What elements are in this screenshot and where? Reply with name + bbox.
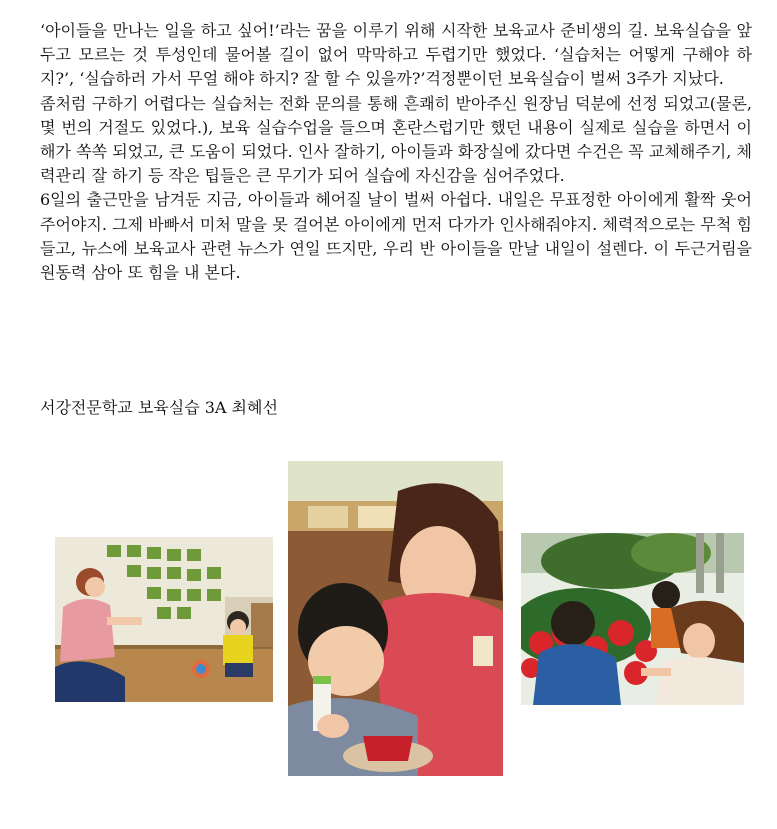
paragraph-2: 좀처럼 구하기 어렵다는 실습처는 전화 문의를 통해 흔쾌히 받아주신 원장님 덕분에 선정 되었고(물론, 몇 번의 거절도 있었다.), 보육 실습수업을 들으며 혼란스럽기만 했던 내용이 실제로 실습을 하면서 이해가 쏙쏙 되었고, 큰 도움이 되었다. 인사 잘하기, 아이들과 화장실에 갔다면 수건은 꼭 교체해주기, 체력관리 잘 하기 등 작은 팁들은 큰 무기가 되어 실습에 자신감을 심어주었다. xyxy=(40,93,752,186)
outdoor-photo-flowers xyxy=(521,533,744,705)
paragraph-3: 6일의 출근만을 남겨둔 지금, 아이들과 헤어질 날이 벌써 아쉽다. 내일은 무표정한 아이에게 활짝 웃어주어야지. 그제 바빠서 미처 말을 못 걸어본 아이에게 먼저 다가가 인사해줘야지. 체력적으로는 무척 힘들고, 뉴스에 보육교사 관련 뉴스가 연일 뜨지만, 우리 반 아이들을 만날 내일이 설렌다. 이 두근거림을 원동력 삼아 또 힘을 내 본다. xyxy=(40,190,752,283)
classroom-photo-ball xyxy=(55,537,273,702)
author-signature: 서강전문학교 보육실습 3A 최혜선 xyxy=(40,398,278,417)
classroom-photo-gluestick xyxy=(288,461,503,776)
article-body xyxy=(40,19,752,285)
paragraph-1: ‘아이들을 만나는 일을 하고 싶어!’라는 꿈을 이루기 위해 시작한 보육교사 준비생의 길. 보육실습을 앞두고 모르는 것 투성인데 물어볼 길이 없어 막막하고 두렵기만 했었다. ‘실습처는 어떻게 구해야 하지?’, ‘실습하러 가서 무얼 해야 하지? 잘 할 수 있을까?’걱정뿐이던 보육실습이 벌써 3주가 지났다. xyxy=(40,21,752,89)
